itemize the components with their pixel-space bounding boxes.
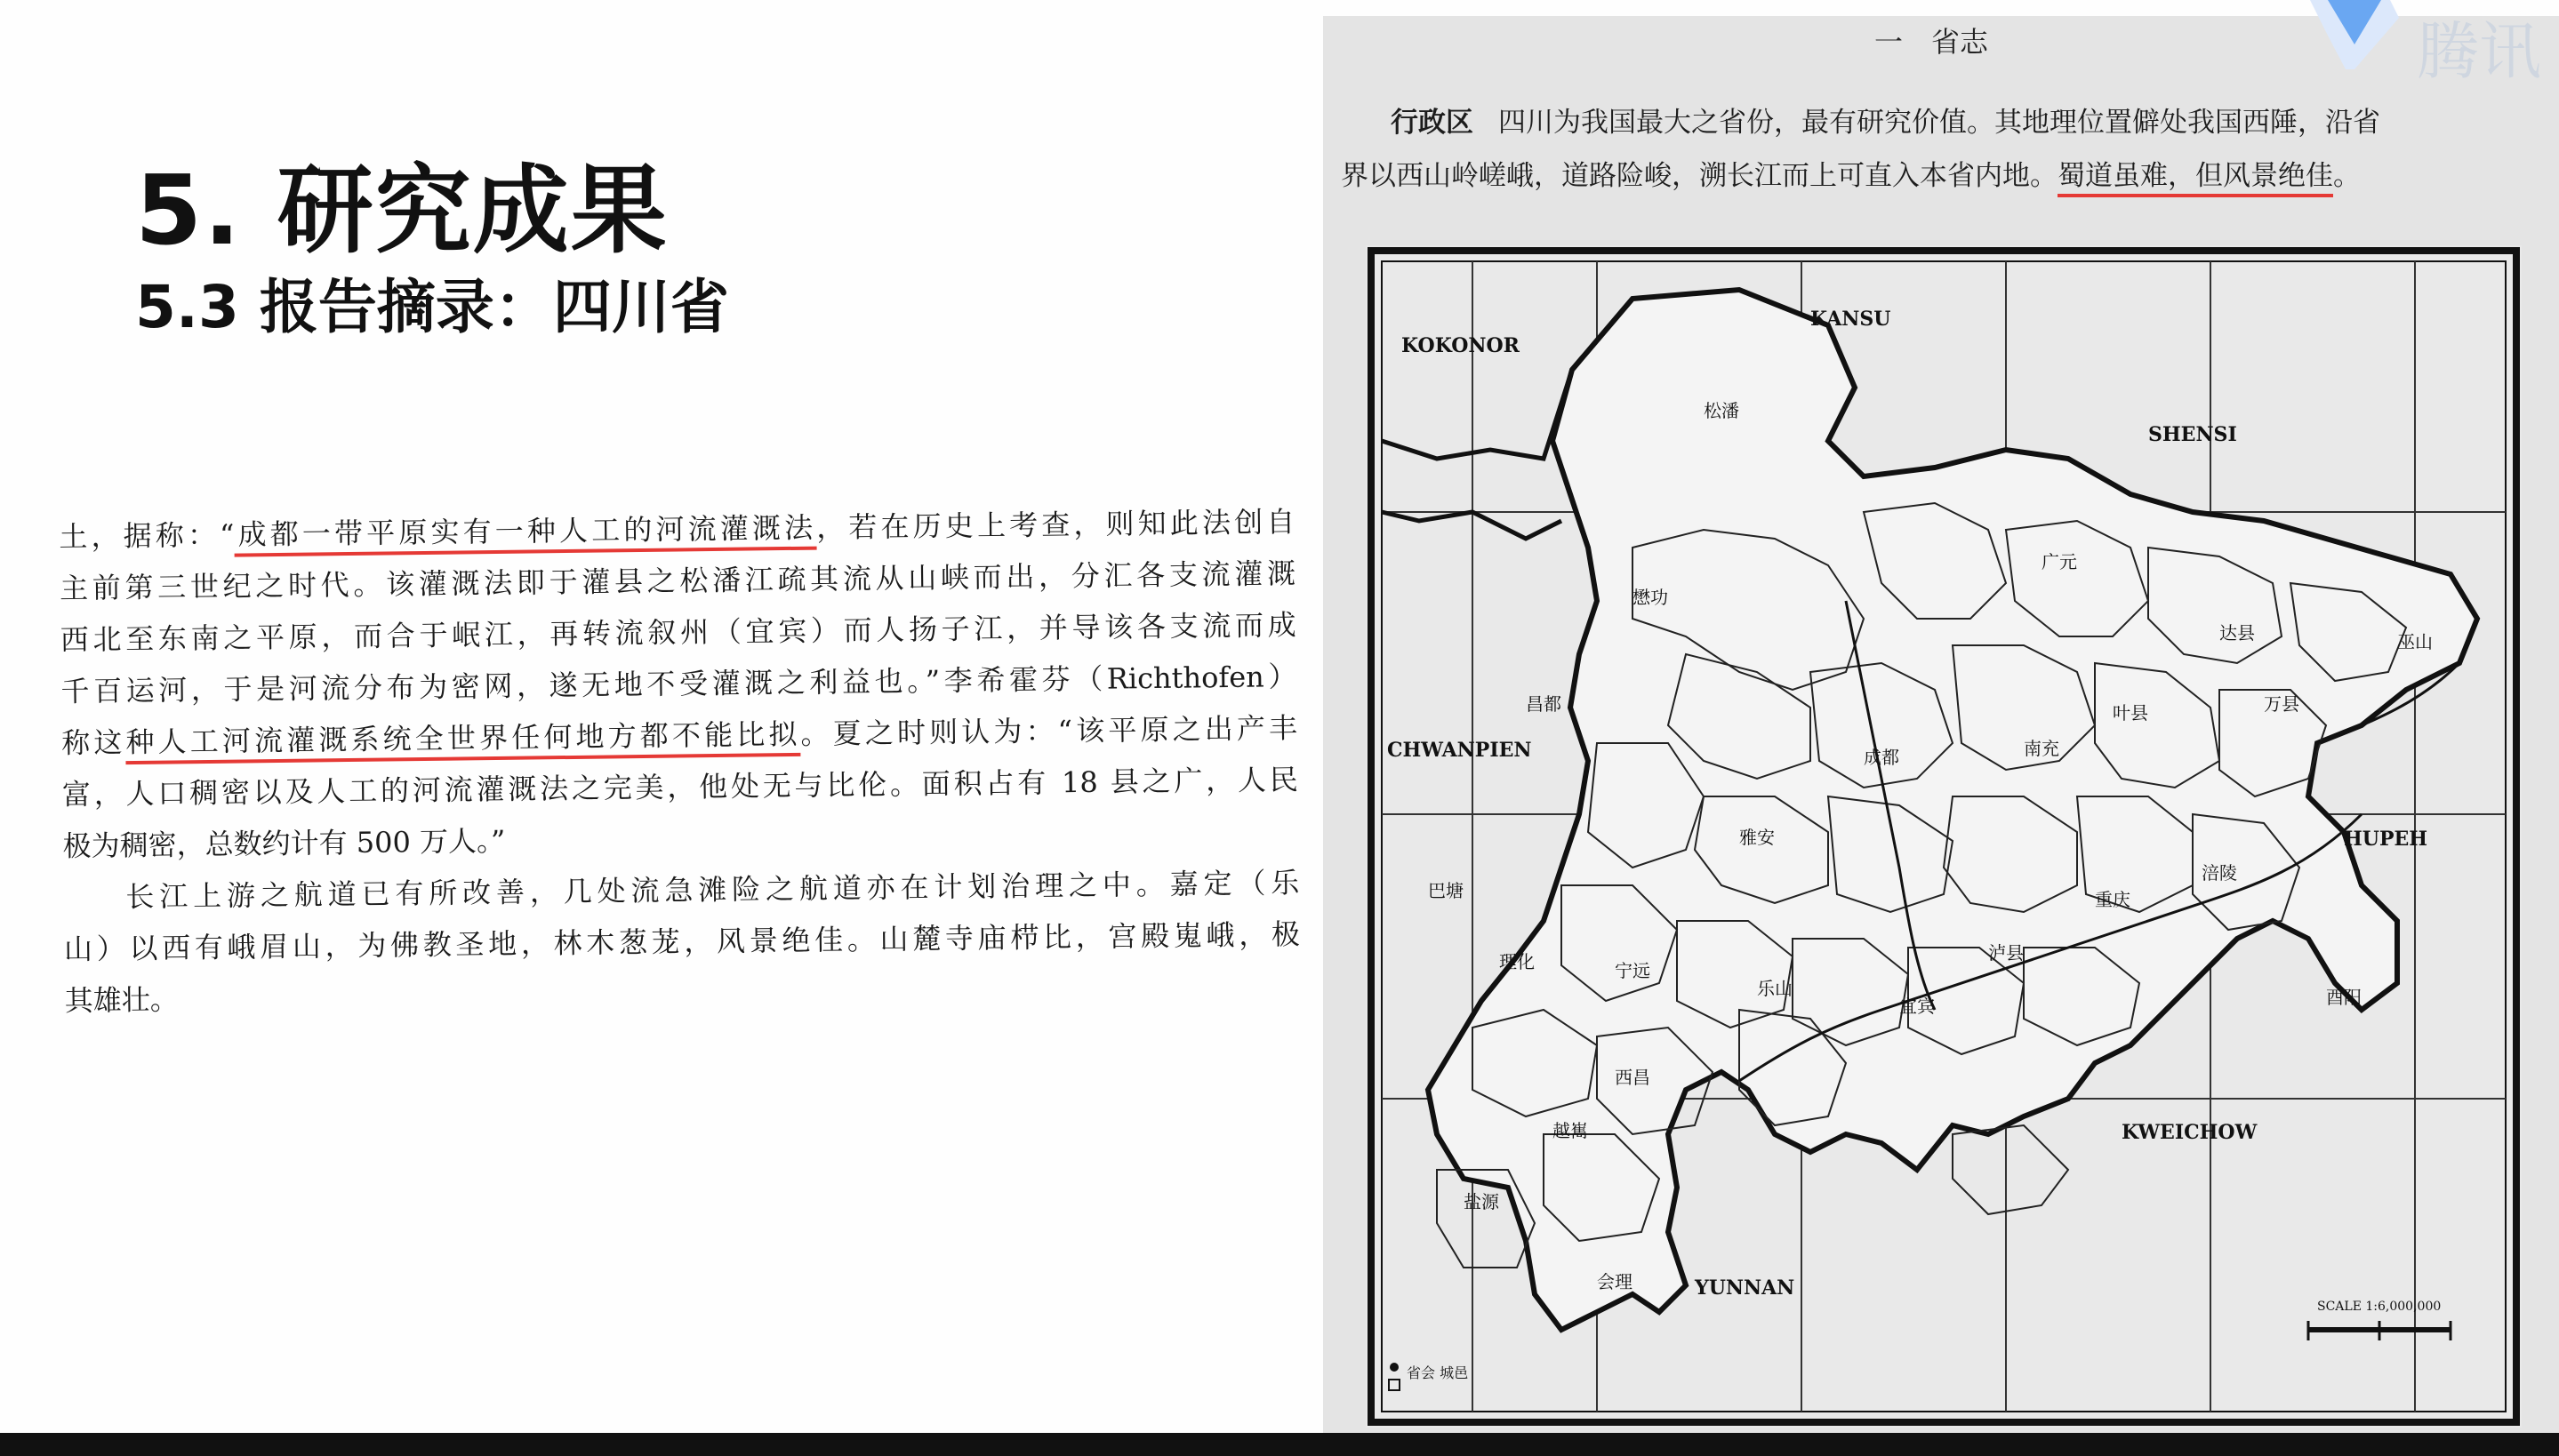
map-place: 巫山 (2397, 631, 2433, 652)
map-label-kweichow: KWEICHOW (2122, 1121, 2258, 1144)
map-place: 南充 (2024, 738, 2059, 759)
page-line (1341, 149, 2541, 203)
excerpt-text: 西北至东南之平原，而合于岷江，再转流叙州（宜宾）而人扬子江，并导该各支流而成 (60, 608, 1296, 657)
map-label-chwanpien: CHWANPIEN (1387, 739, 1532, 762)
excerpt-text: 极为稠密，总数约计有 500 万人。” (62, 823, 506, 863)
excerpt-text: 千百运河，于是河流分布为密网，遂无地不受灌溉之利益也。”李希霍芬（Richthofen） (60, 660, 1297, 708)
bottom-bar (0, 1433, 2559, 1456)
map-place: 巴塘 (1428, 880, 1464, 901)
page-text-span: 界以西山岭嵯峨，道路险峻，溯长江而上可直入本省内地。 (1341, 160, 2058, 192)
map-place: 涪陵 (2202, 862, 2237, 884)
map-place: 泸县 (1988, 942, 2024, 964)
page-text (1341, 96, 2541, 203)
play-logo-icon (2301, 0, 2399, 71)
slide-title: 5. 研究成果 (135, 156, 669, 267)
brand-text: 腾讯 (2417, 15, 2541, 88)
excerpt-text: 称这 (60, 725, 126, 760)
section-label: 行政区 (1391, 107, 1473, 139)
map-legend-text: 省会 城邑 (1407, 1364, 1469, 1381)
map-place: 宁远 (1615, 960, 1650, 981)
map-place: 达县 (2219, 622, 2255, 644)
map-place: 盐源 (1464, 1191, 1499, 1212)
brand-watermark (2257, 0, 2559, 88)
map-label-yunnan: YUNNAN (1695, 1276, 1795, 1300)
map-place: 广元 (2042, 551, 2077, 572)
map-place: 成都 (1864, 747, 1899, 768)
book-page-image (1323, 16, 2559, 1433)
page-text-span: 四川为我国最大之省份，最有研究价值。其地理位置僻处我国西陲，沿省 (1498, 107, 2380, 139)
page-highlight: 蜀道虽难，但风景绝佳 (2058, 160, 2333, 197)
map-place: 越嶲 (1552, 1120, 1588, 1141)
map-place: 万县 (2264, 693, 2299, 715)
map-place: 叶县 (2113, 702, 2148, 724)
map-label-kansu: KANSU (1810, 308, 1891, 331)
map-place: 西昌 (1615, 1067, 1650, 1088)
map-place: 松潘 (1704, 400, 1739, 421)
report-excerpt (59, 496, 1301, 1027)
excerpt-text: 。夏之时则认为：“该平原之出产丰 (800, 711, 1298, 751)
excerpt-text: 山）以西有峨眉山，为佛教圣地，林木葱茏，风景绝佳。山麓寺庙栉比，宫殿嵬峨，极 (63, 916, 1301, 966)
map-place: 酉阳 (2326, 987, 2362, 1008)
excerpt-text: 其雄壮。 (64, 982, 179, 1018)
excerpt-highlight: 成都一带平原实有一种人工的河流灌溉法 (234, 511, 816, 557)
map-place: 宜宾 (1899, 996, 1935, 1017)
map-label-hupeh: HUPEH (2344, 828, 2428, 851)
slide-subtitle: 5.3 报告摘录：四川省 (135, 273, 729, 341)
excerpt-text: 主前第三世纪之时代。该灌溉法即于灌县之松潘江疏其流从山峡而出，分汇各支流灌溉 (59, 556, 1296, 605)
excerpt-text: 长江上游之航道已有所改善，几处流急滩险之航道亦在计划治理之中。嘉定（乐 (125, 865, 1300, 915)
excerpt-text: 富，人口稠密以及人工的河流灌溉法之完美，他处无与比伦。面积占有 18 县之广，人民 (61, 762, 1299, 812)
map-place: 理化 (1499, 951, 1535, 972)
map-place: 会理 (1597, 1271, 1632, 1292)
map-place: 懋功 (1632, 587, 1668, 608)
map-place: 乐山 (1757, 978, 1793, 999)
map-label-kokonor: KOKONOR (1401, 334, 1520, 357)
excerpt-text: 土，据称：“ (59, 517, 235, 554)
page-text-span: 。 (2333, 160, 2361, 192)
map-place: 昌都 (1526, 693, 1561, 715)
excerpt-text: ，若在历史上考查，则知此法创自 (815, 505, 1296, 545)
page-line (1341, 96, 2541, 149)
map-place: 重庆 (2095, 889, 2130, 910)
page-header: 一 省志 (1874, 25, 1989, 59)
sichuan-map (1366, 245, 2522, 1428)
excerpt-highlight: 种人工河流灌溉系统全世界任何地方都不能比拟 (125, 717, 801, 764)
map-label-shensi: SHENSI (2148, 423, 2237, 446)
map-scale-text: SCALE 1:6,000,000 (2317, 1300, 2442, 1314)
map-place: 雅安 (1739, 827, 1775, 848)
